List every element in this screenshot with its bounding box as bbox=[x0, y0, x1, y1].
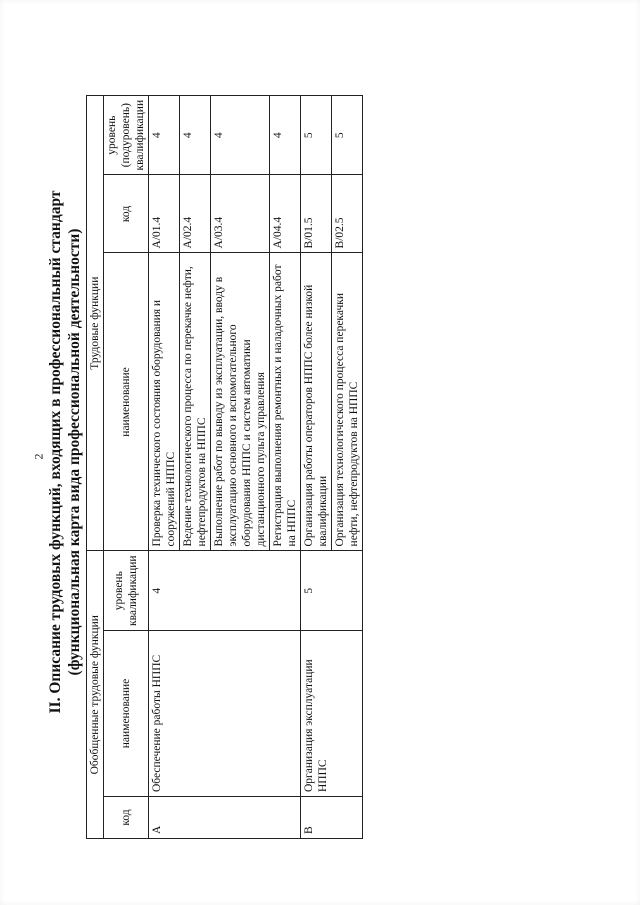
document-sheet bbox=[40, 27, 600, 877]
function-level: 4 bbox=[211, 95, 270, 175]
function-name: Ведение технологического процесса по перекачке нефти, нефтепродуктов на НППС bbox=[180, 253, 211, 551]
function-name: Проверка технического состояния оборудования и сооружений НППС bbox=[149, 253, 180, 551]
col-header-function-name: наименование bbox=[104, 253, 149, 551]
col-header-function-level: уровень (подуровень) квалификации bbox=[104, 95, 149, 175]
group-name: Организация эксплуатации НППС bbox=[301, 631, 363, 797]
function-code: A/01.4 bbox=[149, 175, 180, 253]
labor-functions-header: Трудовые функции bbox=[87, 95, 104, 551]
function-code: A/04.4 bbox=[270, 175, 301, 253]
page-number: 2 bbox=[31, 453, 46, 460]
section-heading bbox=[46, 27, 84, 877]
function-level: 4 bbox=[270, 95, 301, 175]
group-level: 4 bbox=[149, 551, 301, 631]
group-code: B bbox=[301, 797, 363, 839]
function-name: Организация технологического процесса перекачки нефти, нефтепродуктов на НППС bbox=[332, 253, 363, 551]
table-row bbox=[301, 95, 332, 838]
function-level: 4 bbox=[180, 95, 211, 175]
group-name: Обеспечение работы НППС bbox=[149, 631, 301, 797]
function-code: B/02.5 bbox=[332, 175, 363, 253]
function-code: A/02.4 bbox=[180, 175, 211, 253]
group-level: 5 bbox=[301, 551, 363, 631]
function-name: Регистрация выполнения ремонтных и наладочных работ на НППС bbox=[270, 253, 301, 551]
column-header-row bbox=[104, 95, 149, 838]
col-header-code: код bbox=[104, 797, 149, 839]
function-name: Выполнение работ по выводу из эксплуатации, вводу в эксплуатацию основного и вспомогательного оборудования НППС и систем автоматики дистанционного пульта управления bbox=[211, 253, 270, 551]
generalized-functions-header: Обобщенные трудовые функции bbox=[87, 551, 104, 839]
function-level: 5 bbox=[301, 95, 332, 175]
col-header-level: уровень квалификации bbox=[104, 551, 149, 631]
table-row bbox=[149, 95, 180, 838]
col-header-name: наименование bbox=[104, 631, 149, 797]
function-code: A/03.4 bbox=[211, 175, 270, 253]
group-header-row bbox=[87, 95, 104, 838]
function-code: B/01.5 bbox=[301, 175, 332, 253]
function-level: 4 bbox=[149, 95, 180, 175]
group-code: A bbox=[149, 797, 301, 839]
function-level: 5 bbox=[332, 95, 363, 175]
heading-line-1: II. Описание трудовых функций, входящих в профессиональный стандарт bbox=[47, 190, 64, 714]
functional-map-table bbox=[86, 95, 363, 839]
col-header-function-code: код bbox=[104, 175, 149, 253]
heading-line-2: (функциональная карта вида профессиональной деятельности) bbox=[66, 228, 83, 676]
function-name: Организация работы операторов НППС более низкой квалификации bbox=[301, 253, 332, 551]
